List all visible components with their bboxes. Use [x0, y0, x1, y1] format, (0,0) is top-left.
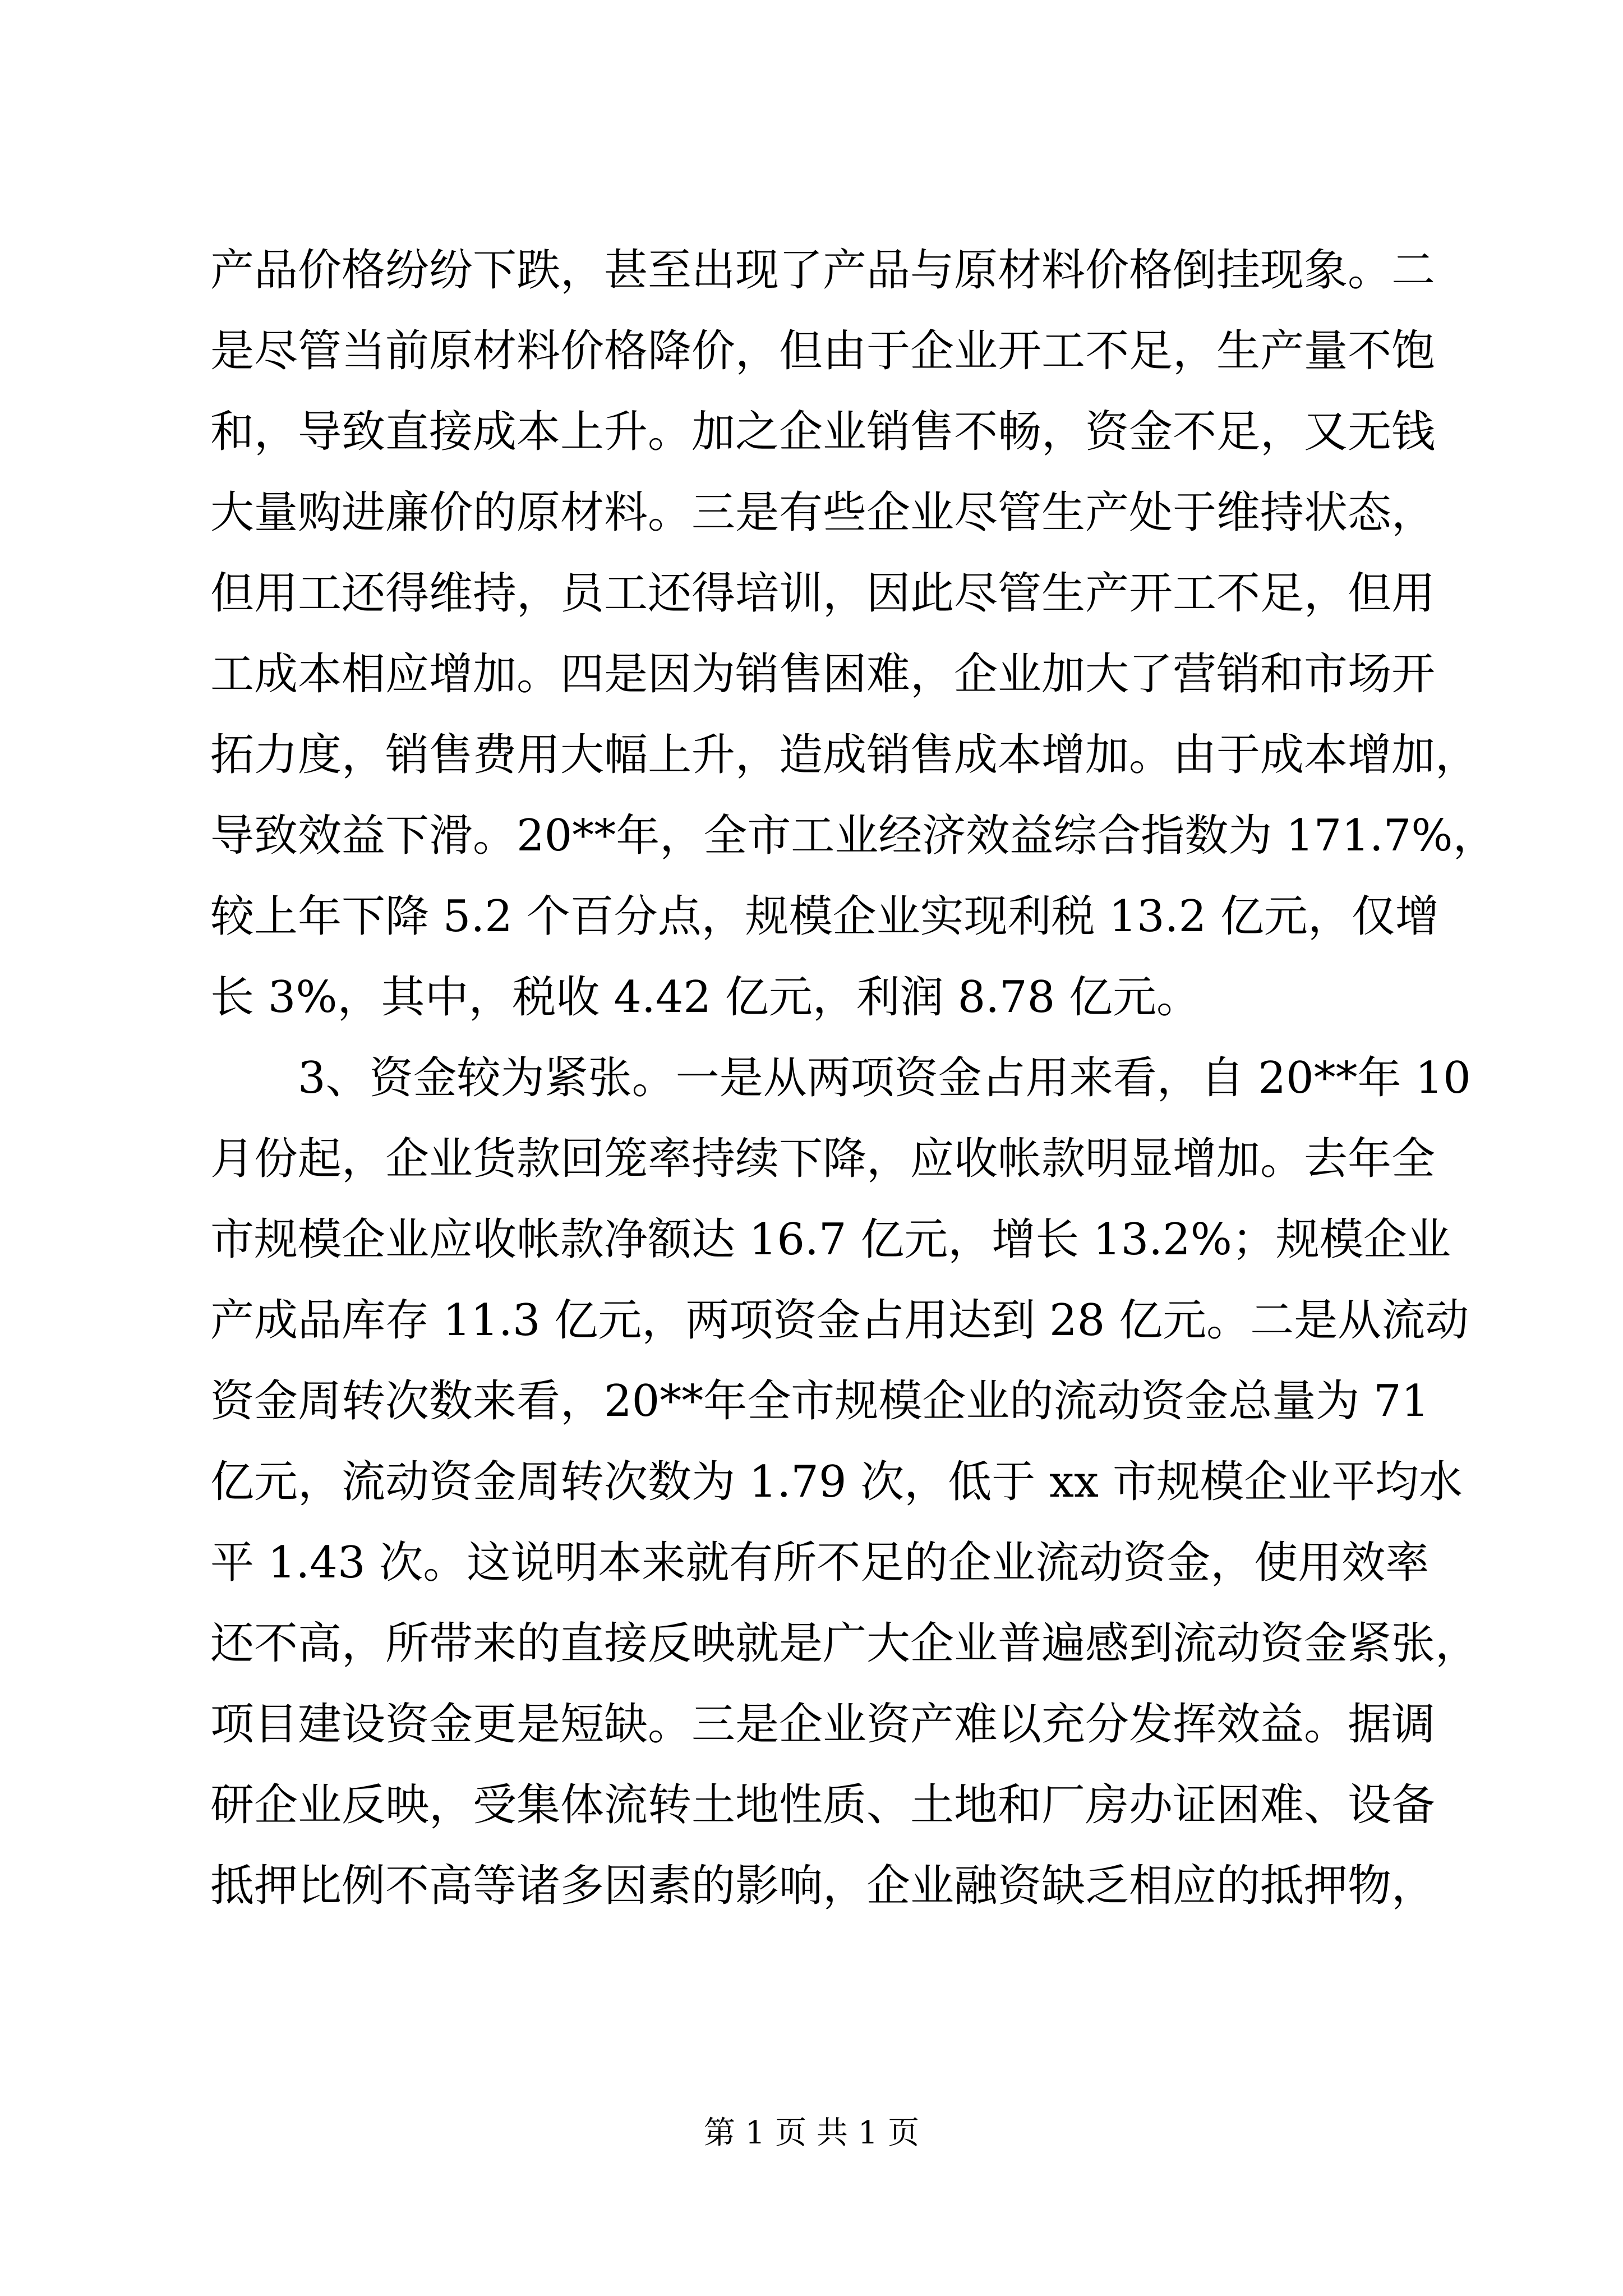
text-line: 研企业反映，受集体流转土地性质、土地和厂房办证困难、设备: [210, 1780, 1436, 1830]
text-line: 大量购进廉价的原材料。三是有些企业尽管生产处于维持状态，: [210, 487, 1436, 538]
text-line: 平 1.43 次。这说明本来就有所不足的企业流动资金，使用效率: [210, 1538, 1430, 1588]
text-line: 资金周转次数来看，20**年全市规模企业的流动资金总量为 71: [210, 1376, 1430, 1427]
text-line: 较上年下降 5.2 个百分点，规模企业实现利税 13.2 亿元，仅增: [210, 891, 1439, 942]
text-line: 还不高，所带来的直接反映就是广大企业普遍感到流动资金紧张，: [210, 1618, 1479, 1669]
text-line: 月份起，企业货款回笼率持续下降，应收帐款明显增加。去年全: [210, 1134, 1436, 1184]
text-line: 工成本相应增加。四是因为销售困难，企业加大了营销和市场开: [210, 649, 1436, 700]
page-number-label: 第 1 页 共 1 页: [703, 2115, 920, 2151]
text-line: 抵押比例不高等诸多因素的影响，企业融资缺乏相应的抵押物，: [210, 1861, 1436, 1911]
text-line: 3、资金较为紧张。一是从两项资金占用来看，自 20**年 10: [298, 1053, 1471, 1103]
paragraph-cost: [210, 230, 1497, 1038]
paragraph-funds: [210, 1038, 1479, 1926]
body-text: [210, 230, 1497, 1926]
text-line: 项目建设资金更是短缺。三是企业资产难以充分发挥效益。据调: [210, 1699, 1436, 1750]
text-line: 导致效益下滑。20**年，全市工业经济效益综合指数为 171.7%，: [210, 811, 1497, 861]
text-line: 拓力度，销售费用大幅上升，造成销售成本增加。由于成本增加，: [210, 730, 1479, 780]
text-line: 亿元，流动资金周转次数为 1.79 次，低于 xx 市规模企业平均水: [210, 1457, 1463, 1507]
text-line: 产成品库存 11.3 亿元，两项资金占用达到 28 亿元。二是从流动: [210, 1295, 1469, 1346]
text-line: 但用工还得维持，员工还得培训，因此尽管生产开工不足，但用: [210, 568, 1436, 619]
text-line: 和，导致直接成本上升。加之企业销售不畅，资金不足，又无钱: [210, 407, 1436, 457]
text-line: 产品价格纷纷下跌，甚至出现了产品与原材料价格倒挂现象。二: [210, 245, 1436, 296]
text-line: 是尽管当前原材料价格降价，但由于企业开工不足，生产量不饱: [210, 326, 1436, 376]
text-line: 市规模企业应收帐款净额达 16.7 亿元，增长 13.2%；规模企业: [210, 1214, 1451, 1265]
text-line: 长 3%，其中，税收 4.42 亿元，利润 8.78 亿元。: [210, 972, 1201, 1023]
page-footer: [0, 2114, 1623, 2153]
